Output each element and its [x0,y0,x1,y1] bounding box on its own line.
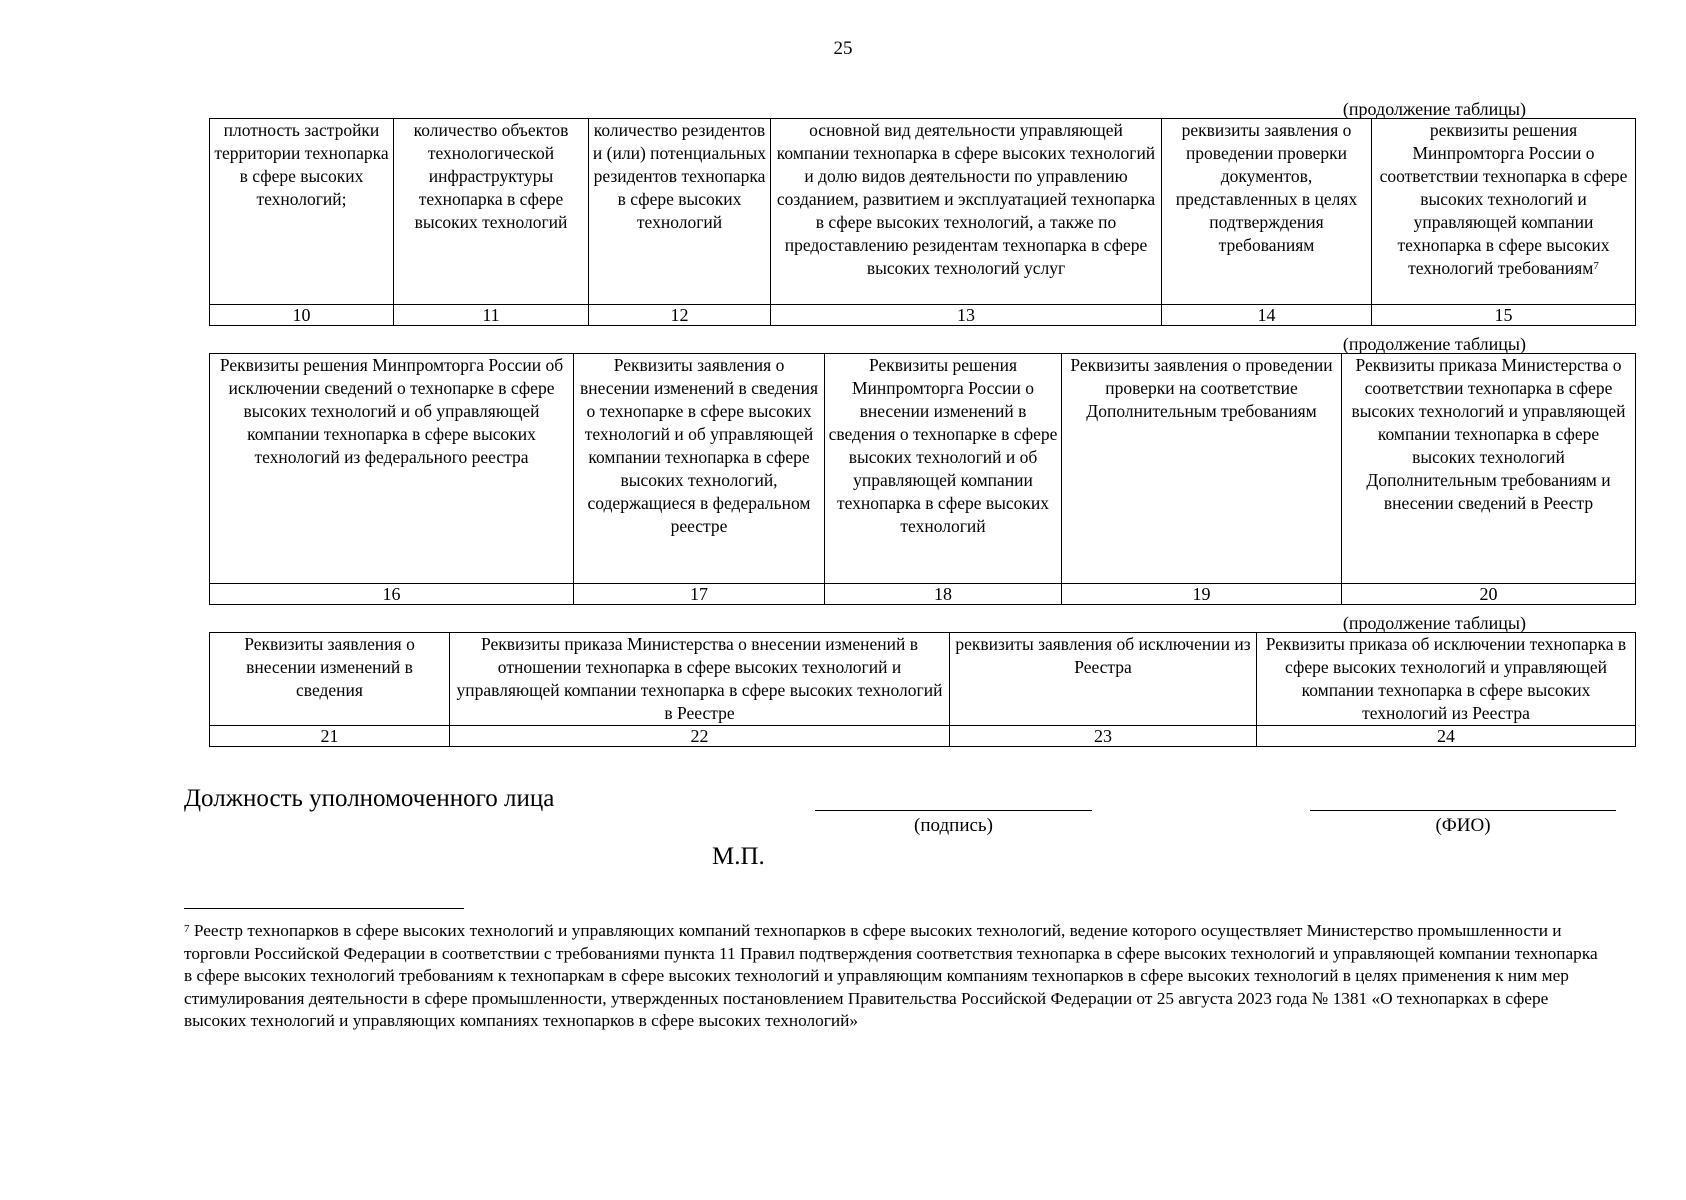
signature-label: (подпись) [914,815,993,836]
name-line [1310,810,1616,811]
footnote-marker: 7 [1593,260,1599,272]
table-3-header-23: реквизиты заявления об исключении из Реестра [950,633,1257,726]
col-number: 18 [825,584,1062,605]
col-number: 17 [574,584,825,605]
col-number: 13 [771,305,1162,326]
table-3-header-21: Реквизиты заявления о внесении изменений в сведения [210,633,450,726]
table-3-number-row [210,726,1636,747]
table-1-number-row [210,305,1636,326]
table-1-header-15 [1372,119,1636,305]
table-1-header-10: плотность застройки территории технопарка в сфере высоких технологий; [210,119,394,305]
table-2-number-row [210,584,1636,605]
table-1-header-15-text: реквизиты решения Минпромторга России о соответствии технопарка в сфере высоких технологий и управляющей компании технопарка в сфере высоких технологий требованиям [1379,120,1628,278]
col-number: 10 [210,305,394,326]
table-1-header-12: количество резидентов и (или) потенциальных резидентов технопарка в сфере высоких технологий [589,119,771,305]
footnote-separator [184,908,464,909]
continuation-label: (продолжение таблицы) [1342,334,1526,354]
continuation-label: (продолжение таблицы) [1342,99,1526,119]
col-number: 15 [1372,305,1636,326]
col-number: 22 [450,726,950,747]
footnote-text: Реестр технопарков в сфере высоких технологий и управляющих компаний технопарков в сфере высоких технологий, ведение которого осуществляет Министерство промышленности и торговли Российской Федерации в соответствии с требованиями пункта 11 Правил подтверждения соответствия технопарка в сфере высоких технологий и управляющей компании технопарка в сфере высоких технологий требованиям к технопаркам в сфере высоких технологий и управляющим компаниям технопарков в сфере высоких технологий в целях применения к ним мер стимулирования деятельности в сфере промышленности, утвержденных постановлением Правительства Российской Федерации от 25 августа 2023 года № 1381 «О технопарках в сфере высоких технологий и управляющих компаниях технопарков в сфере высоких технологий» [184,921,1598,1030]
col-number: 21 [210,726,450,747]
table-3 [209,632,1636,747]
footnote-number: 7 [184,923,190,935]
table-1-header-14: реквизиты заявления о проведении проверки документов, представленных в целях подтверждения требованиям [1162,119,1372,305]
table-1-header-11: количество объектов технологической инфраструктуры технопарка в сфере высоких технологий [394,119,589,305]
table-2-header-19: Реквизиты заявления о проведении проверки на соответствие Дополнительным требованиям [1062,354,1342,584]
col-number: 19 [1062,584,1342,605]
table-3-header-24: Реквизиты приказа об исключении технопарка в сфере высоких технологий и управляющей компании технопарка в сфере высоких технологий из Реестра [1257,633,1636,726]
seal-placeholder: М.П. [712,843,765,870]
name-label: (ФИО) [1435,815,1491,836]
table-2-header-20: Реквизиты приказа Министерства о соответствии технопарка в сфере высоких технологий и управляющей компании технопарка в сфере высоких технологий Дополнительным требованиям и внесении сведений в Реестр [1342,354,1636,584]
table-3-header-row [210,633,1636,726]
signature-line [815,810,1092,811]
table-1-header-row [210,119,1636,305]
col-number: 23 [950,726,1257,747]
footnote [184,920,1604,1033]
table-1 [209,118,1636,326]
col-number: 16 [210,584,574,605]
table-2 [209,353,1636,605]
table-2-header-18: Реквизиты решения Минпромторга России о внесении изменений в сведения о технопарке в сфере высоких технологий и об управляющей компании технопарка в сфере высоких технологий [825,354,1062,584]
col-number: 20 [1342,584,1636,605]
col-number: 14 [1162,305,1372,326]
table-2-header-17: Реквизиты заявления о внесении изменений в сведения о технопарке в сфере высоких технологий и об управляющей компании технопарка в сфере высоких технологий, содержащиеся в федеральном реестре [574,354,825,584]
col-number: 24 [1257,726,1636,747]
col-number: 12 [589,305,771,326]
signatory-position-title: Должность уполномоченного лица [184,785,555,812]
table-2-header-row [210,354,1636,584]
table-2-header-16: Реквизиты решения Минпромторга России об исключении сведений о технопарке в сфере высоких технологий и об управляющей компании технопарка в сфере высоких технологий из федерального реестра [210,354,574,584]
table-1-header-13: основной вид деятельности управляющей компании технопарка в сфере высоких технологий и долю видов деятельности по управлению созданием, развитием и эксплуатацией технопарка в сфере высоких технологий, а также по предоставлению резидентам технопарка в сфере высоких технологий услуг [771,119,1162,305]
continuation-label: (продолжение таблицы) [1342,613,1526,633]
table-3-header-22: Реквизиты приказа Министерства о внесении изменений в отношении технопарка в сфере высоких технологий и управляющей компании технопарка в сфере высоких технологий в Реестре [450,633,950,726]
col-number: 11 [394,305,589,326]
page-number: 25 [833,38,853,59]
